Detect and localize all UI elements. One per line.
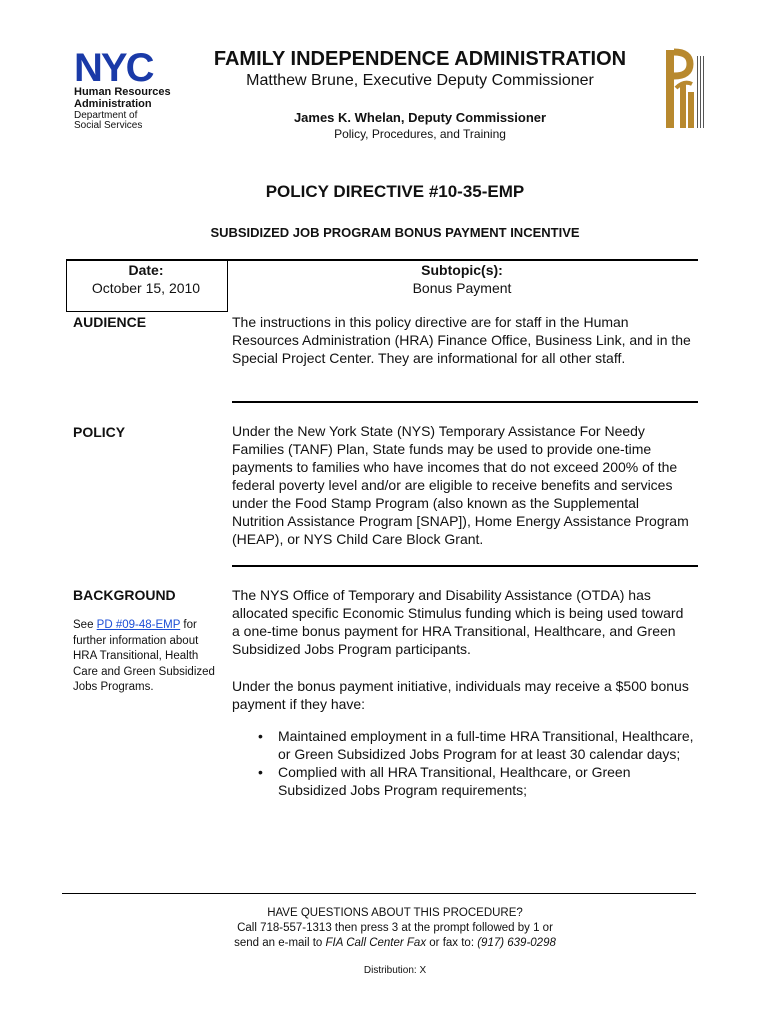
section-divider (232, 565, 698, 567)
list-item (258, 727, 698, 763)
department-name-line1: Department of (74, 110, 138, 121)
side-note-prefix: See (73, 619, 97, 631)
agency-name-line1: Human Resources (74, 86, 171, 98)
fax-number: (917) 639-0298 (477, 937, 556, 949)
bullet-icon: • (258, 764, 263, 780)
background-body-1: The NYS Office of Temporary and Disability Assistance (OTDA) has allocated specific Economic Stimulus funding which is being used toward a one-time bonus payment for HRA Transitional, Healthcare, and Green Subsidized Jobs Program participants. (232, 587, 684, 657)
list-item-text: Maintained employment in a full-time HRA Transitional, Healthcare, or Green Subsidized Jobs Program for at least 30 calendar days; (278, 728, 694, 762)
ppt-logo (664, 48, 714, 134)
audience-heading: AUDIENCE (73, 314, 147, 330)
policy-body: Under the New York State (NYS) Temporary Assistance For Needy Families (TANF) Plan, State funds may be used to provide one-time payments to families who have incomes that do not exceed 200% of the federal poverty level and/or are eligible to receive benefits and services under the Food Stamp Program (also known as the Supplemental Nutrition Assistance Program [SNAP]), Home Energy Assistance Program (HEAP), or NYS Child Care Block Grant. (232, 423, 689, 547)
footer-question: HAVE QUESTIONS ABOUT THIS PROCEDURE? (267, 907, 523, 919)
bullet-icon: • (258, 728, 263, 744)
date-label: Date: (128, 262, 164, 278)
executive-deputy-commissioner: Matthew Brune, Executive Deputy Commissioner (246, 72, 594, 89)
background-body-2: Under the bonus payment initiative, individuals may receive a $500 bonus payment if they have: (232, 678, 689, 712)
footer-email-prefix: send an e-mail to (234, 937, 326, 949)
distribution-label: Distribution: X (363, 965, 427, 976)
footer-email-mid: or fax to: (426, 937, 478, 949)
footer-rule (62, 893, 696, 894)
department-name: Policy, Procedures, and Training (334, 127, 506, 141)
audience-body: The instructions in this policy directive are for staff in the Human Resources Administration (HRA) Finance Office, Business Link, and in the Special Project Center. They are informational for all other staff. (232, 314, 691, 366)
date-value: October 15, 2010 (91, 280, 201, 296)
background-heading: BACKGROUND (73, 587, 176, 603)
pd-09-48-emp-link[interactable]: PD #09-48-EMP (96, 619, 181, 631)
footer-call-instructions: Call 718-557-1313 then press 3 at the prompt followed by 1 or (237, 922, 553, 934)
side-note-suffix: for further information about HRA Transitional, Health Care and Green Subsidized Jobs Programs. (73, 619, 215, 693)
agency-name-line2: Administration (74, 98, 152, 110)
subtopic-label: Subtopic(s): (421, 262, 503, 278)
deputy-commissioner: James K. Whelan, Deputy Commissioner (293, 110, 547, 125)
fia-call-center-fax: FIA Call Center Fax (325, 937, 427, 949)
section-divider (232, 401, 698, 403)
department-name-line2: Social Services (74, 120, 143, 131)
eligibility-list (258, 727, 698, 799)
document-header-title: FAMILY INDEPENDENCE ADMINISTRATION (213, 48, 627, 70)
policy-heading: POLICY (73, 424, 126, 440)
background-side-note (73, 618, 223, 696)
directive-subject: SUBSIDIZED JOB PROGRAM BONUS PAYMENT INCENTIVE (210, 225, 580, 240)
footer-contact (100, 936, 690, 951)
directive-title: POLICY DIRECTIVE #10-35-EMP (265, 182, 525, 201)
list-item (258, 763, 698, 799)
nyc-wordmark: NYC (74, 46, 153, 90)
subtopic-value: Bonus Payment (412, 280, 512, 296)
list-item-text: Complied with all HRA Transitional, Healthcare, or Green Subsidized Jobs Program requirements; (278, 764, 631, 798)
